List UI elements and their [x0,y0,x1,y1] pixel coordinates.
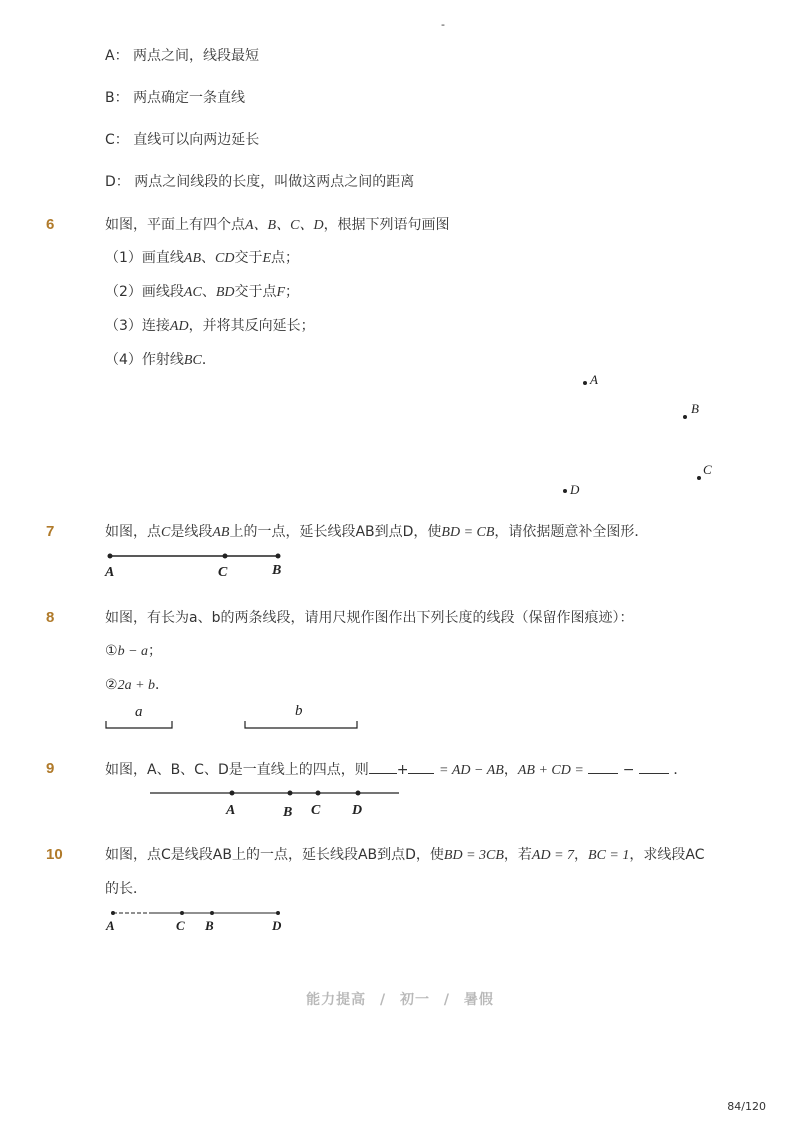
footer-sep-1: / [380,992,387,1008]
q10-point-a [111,911,115,915]
q6-s1-b: CD [215,251,235,266]
q6-stem-post: ，根据下列语句画图 [323,217,450,233]
question-10-line-2: 的长． [105,881,147,897]
q8-segment-b [245,721,357,728]
question-6-number: 6 [46,216,55,233]
option-c-letter: C： [105,132,129,148]
q6-point-b-label: B [691,401,699,416]
q7-point-b [276,554,281,559]
q9-comma: ， [503,762,518,778]
q7-eq: BD = CB [441,525,495,540]
q8-item-2-post: ． [155,677,170,693]
q8-item-1-post: ； [148,643,163,659]
q10-label-d: D [272,918,282,933]
question-8-number: 8 [46,609,55,626]
option-b-text: 两点确定一条直线 [133,90,246,106]
footer-part-3: 暑假 [463,992,494,1008]
q6-s3-pre: （3）连接 [105,318,170,334]
q8-item-2-expr: 2a + b [117,678,156,693]
question-10-number: 10 [46,846,63,863]
q6-s2-post: ； [285,284,300,300]
header-mark: - [441,18,445,31]
q6-stem-pre: 如图，平面上有四个点 [105,217,245,233]
q6-s3-a: AD [169,319,189,334]
q7-point-a [108,554,113,559]
q6-s1-pre: （1）画直线 [105,250,184,266]
q6-s1-c: E [262,251,272,266]
question-8-stem: 如图，有长为a、b的两条线段，请用尺规作图作出下列长度的线段（保留作图痕迹）： [105,610,634,626]
q10-t1: 如图，点C是线段AB上的一点，延长线段AB到点D，使 [105,847,444,863]
q7-label-c: C [218,565,228,580]
q8-item-2-mark: ② [105,677,118,693]
q7-v1: C [161,525,171,540]
q6-point-c-label: C [703,462,712,477]
q10-label-b: B [205,918,214,933]
q10-point-c [180,911,184,915]
q9-label-b: B [283,805,293,820]
q6-s2-a: AC [183,285,202,300]
q10-t2: ，若 [503,847,532,863]
q9-t1: 如图，A、B、C、D是一直线上的四点，则 [105,762,369,778]
question-7-number: 7 [46,523,55,540]
q10-t4: ，求线段AC [629,847,705,863]
q9-point-b [288,791,293,796]
q7-t4: ，请依据题意补全图形． [494,524,649,540]
q10-eq3: BC = 1 [588,848,630,863]
q9-label-a: A [226,803,236,818]
q10-label-a: A [106,918,115,933]
q9-eq2: AB + CD = [517,763,584,778]
footer-part-1: 能力提高 [306,992,367,1008]
q6-s2-sep: 、 [201,284,216,300]
q7-v2: AB [212,525,230,540]
q6-s4-a: BC [183,353,202,368]
page-number: 84/120 [727,1100,766,1113]
q10-eq1: BD = 3CB [443,848,504,863]
q6-s4-post: ． [201,352,216,368]
option-c-text: 直线可以向两边延长 [133,132,260,148]
q9-minus: − [622,762,635,778]
question-8-item-1 [105,642,162,661]
footer-part-2: 初一 [400,992,430,1008]
q9-point-a [230,791,235,796]
question-9-stem [105,760,687,780]
q6-stem-points: A、B、C、D [245,218,324,233]
q6-s1-sep: 、 [201,250,216,266]
q9-point-d [356,791,361,796]
question-10-stem [105,846,704,865]
q10-eq2: AD = 7 [531,848,575,863]
question-9-number: 9 [46,760,55,777]
option-b-letter: B： [105,90,129,106]
footer-watermark [0,989,800,1009]
q9-plus: + [396,762,409,778]
q8-segment-a [106,721,172,728]
q10-point-d [276,911,280,915]
q6-s2-b: BD [215,285,235,300]
q7-label-b: B [272,563,282,578]
option-d-text: 两点之间线段的长度，叫做这两点之间的距离 [134,174,415,190]
q9-blank-1[interactable] [369,760,397,774]
q10-point-b [210,911,214,915]
q6-s3-post: ，并将其反向延长； [188,318,315,334]
q7-t1: 如图，点 [105,524,161,540]
q10-label-c: C [176,918,185,933]
q7-point-c [223,554,228,559]
q9-point-c [316,791,321,796]
q9-blank-3[interactable] [588,760,618,774]
q6-s4-pre: （4）作射线 [105,352,184,368]
q7-label-a: A [105,565,115,580]
q10-t3: ， [574,847,589,863]
q6-s1-mid: 交于 [234,250,263,266]
option-a-text: 两点之间，线段最短 [133,48,260,64]
q6-s1-post: 点； [271,250,300,266]
q6-point-a-label: A [590,372,598,387]
q6-s2-mid: 交于点 [234,284,277,300]
q6-point-d-label: D [570,482,580,497]
q8-item-1-mark: ① [105,643,118,659]
q8-label-a: a [135,704,143,720]
q9-end: ． [673,762,688,778]
q7-t2: 是线段 [170,524,213,540]
q9-blank-2[interactable] [408,760,434,774]
q8-label-b: b [295,703,303,719]
q8-item-1-expr: b − a [117,644,149,659]
q9-label-c: C [311,803,321,818]
q7-t3: 上的一点，延长线段AB到点D，使 [229,524,442,540]
q9-eq1: = AD − AB [438,763,504,778]
question-8-item-2 [105,676,169,695]
q6-s2-c: F [276,285,286,300]
option-a-letter: A： [105,48,129,64]
q6-s2-pre: （2）画线段 [105,284,184,300]
footer-sep-2: / [443,992,450,1008]
option-d-letter: D： [105,174,130,190]
q6-s1-a: AB [183,251,202,266]
q9-label-d: D [352,803,363,818]
q9-blank-4[interactable] [639,760,669,774]
